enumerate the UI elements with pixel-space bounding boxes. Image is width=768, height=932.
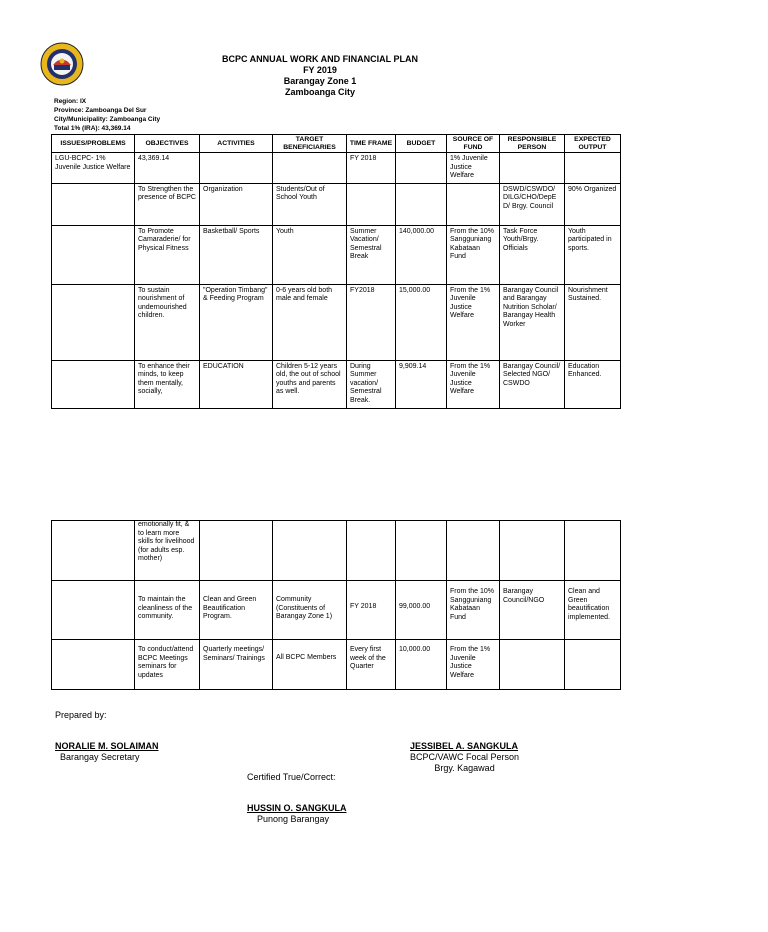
cell-person [500, 640, 565, 690]
signatory-role: Barangay Secretary [60, 752, 140, 762]
table-row [52, 360, 621, 408]
cell-issue [52, 640, 135, 690]
table-row [52, 284, 621, 360]
cell-budget: 10,000.00 [396, 640, 447, 690]
cell-source: 1% Juvenile Justice Welfare [447, 153, 500, 184]
prepared-by-label: Prepared by: [55, 710, 107, 720]
table-row [52, 581, 621, 640]
province-label: Province: Zamboanga Del Sur [54, 107, 147, 114]
city-name: Zamboanga City [284, 87, 355, 97]
cell-issue [52, 581, 135, 640]
work-plan-table-continued [51, 520, 621, 690]
cell-activity: Organization [200, 183, 273, 225]
cell-person: Barangay Council/NGO [500, 581, 565, 640]
total-ira-label: Total 1% (IRA): 43,369.14 [54, 125, 131, 132]
cell-objective: To maintain the cleanliness of the community. [135, 581, 200, 640]
cell-output [565, 521, 621, 581]
cell-source: From the 1% Juvenile Justice Welfare [447, 640, 500, 690]
cell-issue [52, 183, 135, 225]
cell-activity: "Operation Timbang" & Feeding Program [200, 284, 273, 360]
document-title-block [200, 54, 440, 98]
signatory-name: JESSIBEL A. SANGKULA [410, 741, 519, 751]
cell-person: Task Force Youth/Brgy. Officials [500, 225, 565, 284]
cell-objective: To conduct/attend BCPC Meetings seminars for updates [135, 640, 200, 690]
cell-time: FY 2018 [347, 153, 396, 184]
fiscal-year: FY 2019 [303, 65, 337, 75]
cell-issue [52, 284, 135, 360]
cell-source: From the 10% Sangguniang Kabataan Fund [447, 581, 500, 640]
cell-issue [52, 225, 135, 284]
cell-objective: To Strengthen the presence of BCPC [135, 183, 200, 225]
cell-activity [200, 153, 273, 184]
barangay-name: Barangay Zone 1 [283, 76, 357, 86]
col-header: ISSUES/PROBLEMS [52, 135, 135, 153]
cell-time: During Summer vacation/ Semestral Break. [347, 360, 396, 408]
cell-time [347, 521, 396, 581]
cell-objective: To enhance their minds, to keep them mentally, socially, [135, 360, 200, 408]
cell-person: DSWD/CSWDO/ DILG/CHO/DepE D/ Brgy. Council [500, 183, 565, 225]
cell-output: Youth participated in sports. [565, 225, 621, 284]
cell-objective: emotionally fit, & to learn more skills for livelihood (for adults esp. mother) [135, 521, 200, 581]
table-row [52, 521, 621, 581]
table-row [52, 640, 621, 690]
cell-objective: 43,369.14 [135, 153, 200, 184]
signature-punong-barangay [247, 803, 347, 825]
signatory-name: NORALIE M. SOLAIMAN [55, 741, 159, 751]
cell-budget [396, 521, 447, 581]
cell-time: Every first week of the Quarter [347, 640, 396, 690]
signature-focal-person [410, 741, 519, 774]
cell-activity: Quarterly meetings/ Seminars/ Trainings [200, 640, 273, 690]
cell-person: Barangay Council and Barangay Nutrition Scholar/ Barangay Health Worker [500, 284, 565, 360]
cell-person [500, 153, 565, 184]
cell-objective: To Promote Camaraderie/ for Physical Fitness [135, 225, 200, 284]
cell-budget [396, 153, 447, 184]
cell-target [273, 153, 347, 184]
cell-time: FY 2018 [347, 581, 396, 640]
cell-target: Youth [273, 225, 347, 284]
signatory-name: HUSSIN O. SANGKULA [247, 803, 347, 813]
certified-label: Certified True/Correct: [247, 772, 336, 782]
cell-activity: EDUCATION [200, 360, 273, 408]
cell-person: Barangay Council/ Selected NGO/ CSWDO [500, 360, 565, 408]
table-row [52, 225, 621, 284]
cell-output: 90% Organized [565, 183, 621, 225]
cell-activity [200, 521, 273, 581]
table-header-row [52, 135, 621, 153]
cell-person [500, 521, 565, 581]
cell-time: Summer Vacation/ Semestral Break [347, 225, 396, 284]
cell-source: From the 1% Juvenile Justice Welfare [447, 284, 500, 360]
cell-source [447, 183, 500, 225]
col-header: SOURCE OF FUND [447, 135, 500, 153]
cell-issue [52, 360, 135, 408]
cell-objective: To sustain nourishment of undernourished children. [135, 284, 200, 360]
cell-output [565, 640, 621, 690]
cell-target: Students/Out of School Youth [273, 183, 347, 225]
cell-activity: Basketball/ Sports [200, 225, 273, 284]
cell-target [273, 521, 347, 581]
cell-target: All BCPC Members [273, 640, 347, 690]
col-header: ACTIVITIES [200, 135, 273, 153]
col-header: TARGET BENEFICIARIES [273, 135, 347, 153]
col-header: EXPECTED OUTPUT [565, 135, 621, 153]
cell-source [447, 521, 500, 581]
cell-activity: Clean and Green Beautification Program. [200, 581, 273, 640]
cell-source: From the 10% Sangguniang Kabataan Fund [447, 225, 500, 284]
region-label: Region: IX [54, 98, 87, 105]
work-plan-table [51, 134, 621, 409]
cell-output: Clean and Green beautification implemented. [565, 581, 621, 640]
cell-budget: 9,909.14 [396, 360, 447, 408]
cell-time: FY2018 [347, 284, 396, 360]
cell-budget: 15,000.00 [396, 284, 447, 360]
col-header: RESPONSIBLE PERSON [500, 135, 565, 153]
table-row [52, 183, 621, 225]
cell-source: From the 1% Juvenile Justice Welfare [447, 360, 500, 408]
cell-budget: 99,000.00 [396, 581, 447, 640]
signature-secretary [55, 741, 159, 763]
col-header: OBJECTIVES [135, 135, 200, 153]
cell-issue: LGU-BCPC- 1% Juvenile Justice Welfare [52, 153, 135, 184]
cell-target: 0-6 years old both male and female [273, 284, 347, 360]
cell-output: Education Enhanced. [565, 360, 621, 408]
barangay-seal-icon [40, 42, 84, 86]
table-row [52, 153, 621, 184]
cell-target: Children 5-12 years old, the out of school youths and parents as well. [273, 360, 347, 408]
col-header: TIME FRAME [347, 135, 396, 153]
cell-time [347, 183, 396, 225]
cell-output [565, 153, 621, 184]
cell-issue [52, 521, 135, 581]
municipality-label: City/Municipality: Zamboanga City [54, 116, 161, 123]
cell-budget [396, 183, 447, 225]
cell-output: Nourishment Sustained. [565, 284, 621, 360]
signatory-role: Punong Barangay [257, 814, 330, 824]
cell-target: Community (Constituents of Barangay Zone 1) [273, 581, 347, 640]
signatory-role: BCPC/VAWC Focal Person [410, 752, 520, 762]
location-meta [54, 97, 160, 133]
cell-budget: 140,000.00 [396, 225, 447, 284]
col-header: BUDGET [396, 135, 447, 153]
signatory-role-secondary: Brgy. Kagawad [434, 763, 495, 773]
document-title: BCPC ANNUAL WORK AND FINANCIAL PLAN [222, 54, 418, 64]
